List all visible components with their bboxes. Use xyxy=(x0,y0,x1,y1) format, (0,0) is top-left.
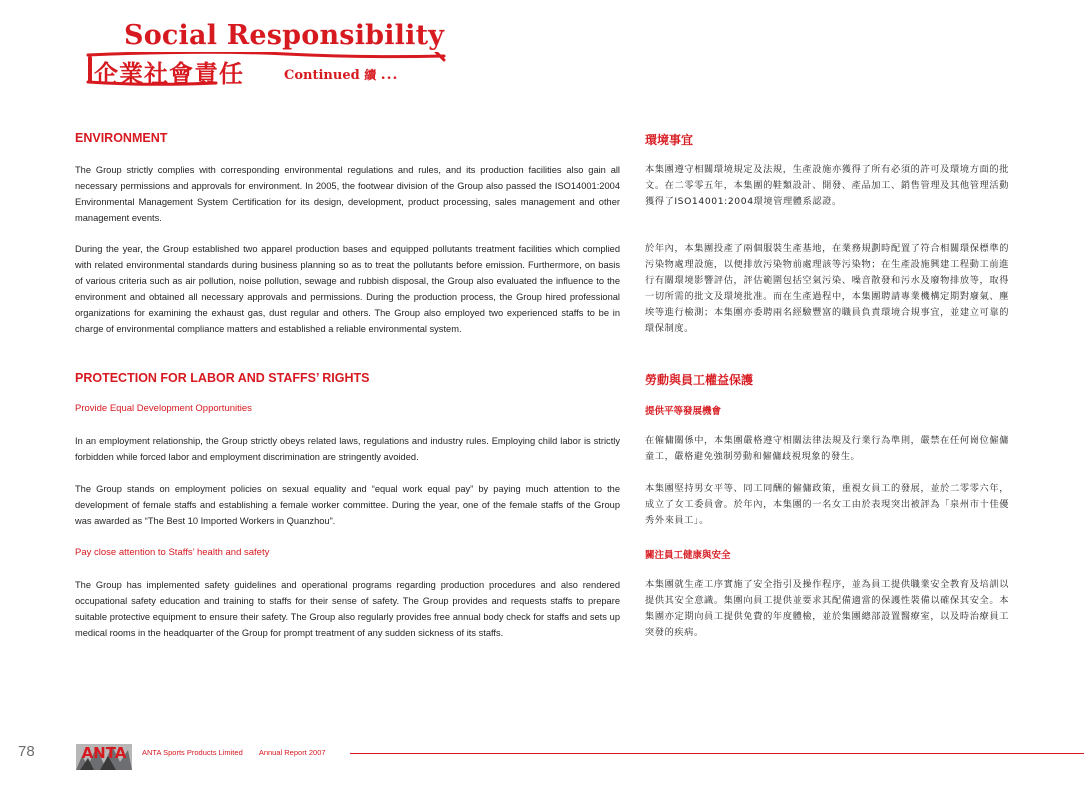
continued-label xyxy=(284,66,398,83)
section-title-en: Social Responsibility xyxy=(124,20,445,51)
anta-logo xyxy=(74,736,134,772)
logo-text: ANTA xyxy=(81,744,127,762)
equal-opportunities-subheading-cn: 提供平等發展機會 xyxy=(645,406,722,417)
environment-para2-en: During the year, the Group established two apparel production bases and equipped pollutants treatment facilities which complied with related environmental standards during business planning so as to treat the pollutants before emission. Furthermore, on basis of various criteria such as air pollution, noise pollution, sewage and rubbish disposal, the Group also evaluated the influence to the environment and obtained all necessary approvals and permissions. During the production process, the Group hired professional organizations for examining the exhaust gas, dust regular and others. The Group also employed two experienced staffs to be in charge of environmental compliance matters and established a reliable environmental system. xyxy=(75,244,620,334)
continued-cn: 續 xyxy=(364,68,377,82)
continued-en: Continued xyxy=(284,68,360,83)
labor-para2-en: The Group stands on employment policies on sexual equality and “equal work equal pay” by paying much attention to the development of female staffs and establishing a female worker committee. During the year, one of the female staffs of the Group was awarded as “The Best 10 Imported Workers in Quanzhou”. xyxy=(75,484,620,526)
footer-caption xyxy=(142,748,326,757)
company-name: ANTA Sports Products Limited xyxy=(142,748,243,757)
section-title-cn: 企業社會責任 xyxy=(94,60,244,88)
equal-opportunities-subheading-en: Provide Equal Development Opportunities xyxy=(75,403,252,414)
labor-para1-cn: 在僱傭關係中，本集團嚴格遵守相關法律法規及行業行為準則，嚴禁在任何崗位僱傭童工，嚴格避免強制勞動和僱傭歧視現象的發生。 xyxy=(645,435,1009,462)
labor-para3-cn: 本集團就生產工序實施了安全指引及操作程序，並為員工提供職業安全教育及培訓以提供其安全意識。集團向員工提供並要求其配備適當的保護性裝備以確保其安全。本集團亦定期向員工提供免費的年度體檢，並於集團總部設置醫療室，以及時治療員工突發的疾病。 xyxy=(645,579,1009,638)
page-number: 78 xyxy=(18,743,35,760)
environment-heading-en: ENVIRONMENT xyxy=(75,131,168,145)
continued-dots: ... xyxy=(380,67,399,83)
environment-para1-en: The Group strictly complies with corresponding environmental regulations and rules, and its production facilities also gain all necessary permissions and approvals for environment. In 2005, the footwear division of the Group also passed the ISO14001:2004 Environmental Management System Certification for its design, development, product processing, sales management and other management events. xyxy=(75,165,620,223)
page-header xyxy=(72,16,472,96)
labor-para1-en: In an employment relationship, the Group strictly obeys related laws, regulations and industry rules. Employing child labor is strictly forbidden while forced labor and employment discrimination are stringently avoided. xyxy=(75,436,620,462)
report-name: Annual Report 2007 xyxy=(258,748,326,757)
labor-para3-en: The Group has implemented safety guidelines and operational programs regarding production procedures and also rendered occupational safety education and training to staffs for their sense of safety. The Group provides and requests staffs to prepare suitable protective equipment to ensure their safety. The Group also regularly provides free annual body check for staffs and sets up medical rooms in the headquarter of the Group for prompt treatment of any sudden sickness of its staffs. xyxy=(75,580,620,638)
environment-para2-cn: 於年內，本集團投產了兩個服裝生產基地，在業務規劃時配置了符合相關環保標準的污染物處理設施，以便排放污染物前處理該等污染物；在生產設施興建工程動工前進行有關環境影響評估，評估範圍包括空氣污染、噪音散發和污水及廢物排放等，取得一切所需的批文及環境批准。而在生產過程中，本集團聘請專業機構定期對廢氣、塵埃等進行檢測；本集團亦委聘兩名經驗豐富的職員負責環境合規事宜，並建立可靠的環保制度。 xyxy=(645,243,1009,334)
health-safety-subheading-en: Pay close attention to Staffs’ health and safety xyxy=(75,547,270,558)
labor-heading-cn: 勞動與員工權益保護 xyxy=(645,373,754,387)
environment-para1-cn: 本集團遵守相關環境規定及法規，生產設施亦獲得了所有必須的許可及環境方面的批文。在二零零五年，本集團的鞋類設計、開發、產品加工、銷售管理及其他管理活動獲得了ISO14001:2004環境管理體系認證。 xyxy=(645,164,1009,207)
labor-para2-cn: 本集團堅持男女平等、同工同酬的僱傭政策，重視女員工的發展，並於二零零六年，成立了女工委員會。於年內，本集團的一名女工由於表現突出被評為「泉州市十佳優秀外來員工」。 xyxy=(645,483,1009,526)
footer-rule xyxy=(350,753,1084,754)
health-safety-subheading-cn: 關注員工健康與安全 xyxy=(645,550,731,561)
labor-heading-en: PROTECTION FOR LABOR AND STAFFS’ RIGHTS xyxy=(75,371,370,385)
environment-heading-cn: 環境事宜 xyxy=(645,133,694,147)
